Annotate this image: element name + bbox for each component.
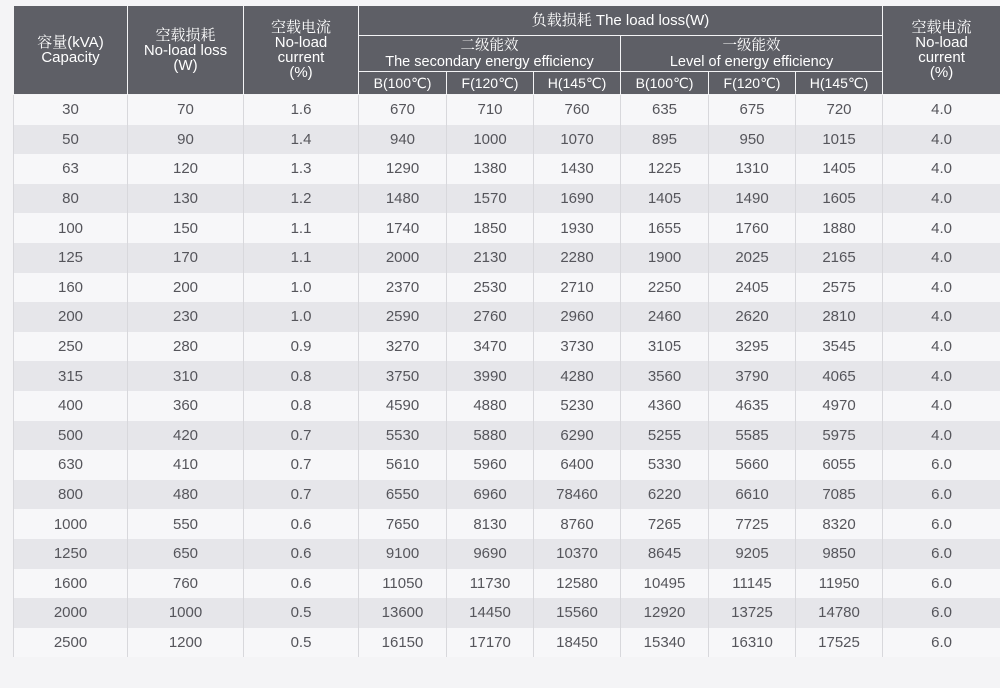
table-cell: 420 bbox=[128, 421, 244, 451]
table-cell: 1.0 bbox=[244, 273, 359, 303]
table-cell: 1655 bbox=[621, 213, 709, 243]
table-cell: 1.6 bbox=[244, 95, 359, 125]
table-cell: 7085 bbox=[796, 480, 883, 510]
table-cell: 1310 bbox=[709, 154, 796, 184]
table-cell: 6.0 bbox=[883, 569, 1000, 599]
no-load-loss-header bbox=[128, 6, 244, 95]
table-cell: 0.7 bbox=[244, 421, 359, 451]
table-cell: 4635 bbox=[709, 391, 796, 421]
table-cell: 4.0 bbox=[883, 273, 1000, 303]
table-cell: 1070 bbox=[534, 125, 621, 155]
table-cell: 1000 bbox=[14, 509, 128, 539]
table-cell: 1740 bbox=[359, 213, 447, 243]
table-cell: 1.1 bbox=[244, 243, 359, 273]
table-row bbox=[14, 125, 1000, 155]
table-cell: 1.3 bbox=[244, 154, 359, 184]
table-cell: 5610 bbox=[359, 450, 447, 480]
table-cell: 10370 bbox=[534, 539, 621, 569]
table-cell: 5660 bbox=[709, 450, 796, 480]
table-cell: 6960 bbox=[447, 480, 534, 510]
table-cell: 13725 bbox=[709, 598, 796, 628]
table-row bbox=[14, 480, 1000, 510]
table-cell: 1760 bbox=[709, 213, 796, 243]
temp-header: F(120℃) bbox=[447, 72, 534, 95]
table-cell: 800 bbox=[14, 480, 128, 510]
table-cell: 2620 bbox=[709, 302, 796, 332]
table-cell: 100 bbox=[14, 213, 128, 243]
table-cell: 635 bbox=[621, 95, 709, 125]
table-cell: 4.0 bbox=[883, 421, 1000, 451]
table-cell: 4360 bbox=[621, 391, 709, 421]
table-cell: 5975 bbox=[796, 421, 883, 451]
table-cell: 14450 bbox=[447, 598, 534, 628]
table-cell: 4.0 bbox=[883, 361, 1000, 391]
table-body bbox=[14, 95, 1000, 658]
no-load-current-header-zh: 空载电流 bbox=[270, 19, 331, 36]
table-cell: 2460 bbox=[621, 302, 709, 332]
table-cell: 2025 bbox=[709, 243, 796, 273]
table-cell: 10495 bbox=[621, 569, 709, 599]
table-cell: 6290 bbox=[534, 421, 621, 451]
table-cell: 0.5 bbox=[244, 628, 359, 658]
table-cell: 3990 bbox=[447, 361, 534, 391]
capacity-header bbox=[14, 6, 128, 95]
table-cell: 7725 bbox=[709, 509, 796, 539]
table-cell: 50 bbox=[14, 125, 128, 155]
table-cell: 1490 bbox=[709, 184, 796, 214]
table-cell: 1.4 bbox=[244, 125, 359, 155]
table-cell: 6610 bbox=[709, 480, 796, 510]
table-cell: 3750 bbox=[359, 361, 447, 391]
table-cell: 1.0 bbox=[244, 302, 359, 332]
table-cell: 2000 bbox=[359, 243, 447, 273]
no-load-current-header bbox=[244, 6, 359, 95]
table-cell: 360 bbox=[128, 391, 244, 421]
table-cell: 2500 bbox=[14, 628, 128, 658]
table-cell: 5230 bbox=[534, 391, 621, 421]
table-row bbox=[14, 450, 1000, 480]
no-load-current-header-en1: No-load bbox=[274, 34, 328, 51]
table-cell: 4880 bbox=[447, 391, 534, 421]
table-cell: 1000 bbox=[128, 598, 244, 628]
table-cell: 2590 bbox=[359, 302, 447, 332]
table-cell: 6055 bbox=[796, 450, 883, 480]
table-row bbox=[14, 509, 1000, 539]
table-cell: 0.6 bbox=[244, 539, 359, 569]
transformer-loss-table bbox=[13, 5, 1000, 657]
no-load-current-header-en2: current bbox=[277, 49, 325, 66]
load-loss-header: 负载损耗 The load loss(W) bbox=[359, 6, 883, 36]
table-cell: 30 bbox=[14, 95, 128, 125]
table-cell: 0.7 bbox=[244, 450, 359, 480]
table-cell: 12920 bbox=[621, 598, 709, 628]
table-cell: 1600 bbox=[14, 569, 128, 599]
table-row bbox=[14, 421, 1000, 451]
table-row bbox=[14, 95, 1000, 125]
table-cell: 150 bbox=[128, 213, 244, 243]
table-cell: 1570 bbox=[447, 184, 534, 214]
table-cell: 1290 bbox=[359, 154, 447, 184]
table-cell: 200 bbox=[14, 302, 128, 332]
table-cell: 6.0 bbox=[883, 539, 1000, 569]
table-row bbox=[14, 391, 1000, 421]
primary-efficiency-en: Level of energy efficiency bbox=[669, 53, 834, 70]
table-cell: 1605 bbox=[796, 184, 883, 214]
table-cell: 720 bbox=[796, 95, 883, 125]
table-cell: 2370 bbox=[359, 273, 447, 303]
primary-efficiency-zh: 一级能效 bbox=[722, 37, 781, 54]
table-cell: 650 bbox=[128, 539, 244, 569]
table-cell: 0.5 bbox=[244, 598, 359, 628]
table-cell: 2710 bbox=[534, 273, 621, 303]
table-cell: 1850 bbox=[447, 213, 534, 243]
table-cell: 6.0 bbox=[883, 480, 1000, 510]
table-row bbox=[14, 628, 1000, 658]
table-cell: 1430 bbox=[534, 154, 621, 184]
table-cell: 6220 bbox=[621, 480, 709, 510]
table-cell: 5880 bbox=[447, 421, 534, 451]
table-cell: 2165 bbox=[796, 243, 883, 273]
table-cell: 4.0 bbox=[883, 184, 1000, 214]
table-cell: 1405 bbox=[621, 184, 709, 214]
primary-efficiency-header bbox=[621, 36, 883, 72]
table-cell: 1880 bbox=[796, 213, 883, 243]
table-cell: 16150 bbox=[359, 628, 447, 658]
table-cell: 6550 bbox=[359, 480, 447, 510]
table-row bbox=[14, 332, 1000, 362]
table-cell: 17170 bbox=[447, 628, 534, 658]
table-row bbox=[14, 302, 1000, 332]
table-cell: 4.0 bbox=[883, 243, 1000, 273]
table-row bbox=[14, 213, 1000, 243]
table-cell: 500 bbox=[14, 421, 128, 451]
table-cell: 1900 bbox=[621, 243, 709, 273]
table-cell: 550 bbox=[128, 509, 244, 539]
temp-header: F(120℃) bbox=[709, 72, 796, 95]
table-row bbox=[14, 243, 1000, 273]
table-cell: 710 bbox=[447, 95, 534, 125]
table-cell: 15340 bbox=[621, 628, 709, 658]
table-cell: 15560 bbox=[534, 598, 621, 628]
table-cell: 6.0 bbox=[883, 509, 1000, 539]
table-cell: 6.0 bbox=[883, 628, 1000, 658]
table-cell: 1225 bbox=[621, 154, 709, 184]
table-cell: 1.1 bbox=[244, 213, 359, 243]
table-cell: 675 bbox=[709, 95, 796, 125]
table-cell: 1930 bbox=[534, 213, 621, 243]
table-cell: 78460 bbox=[534, 480, 621, 510]
no-load-current-right-unit: (%) bbox=[929, 64, 954, 81]
table-cell: 0.8 bbox=[244, 391, 359, 421]
table-cell: 2575 bbox=[796, 273, 883, 303]
table-cell: 3270 bbox=[359, 332, 447, 362]
table-cell: 11730 bbox=[447, 569, 534, 599]
table-cell: 630 bbox=[14, 450, 128, 480]
table-cell: 1000 bbox=[447, 125, 534, 155]
table-cell: 14780 bbox=[796, 598, 883, 628]
table-cell: 5960 bbox=[447, 450, 534, 480]
table-cell: 4.0 bbox=[883, 95, 1000, 125]
table-cell: 6.0 bbox=[883, 450, 1000, 480]
table-cell: 1250 bbox=[14, 539, 128, 569]
no-load-loss-header-zh: 空载损耗 bbox=[155, 26, 216, 44]
temp-header: H(145℃) bbox=[534, 72, 621, 95]
table-cell: 4.0 bbox=[883, 391, 1000, 421]
no-load-loss-header-en: No-load loss bbox=[143, 41, 228, 59]
temp-header: H(145℃) bbox=[796, 72, 883, 95]
table-cell: 1480 bbox=[359, 184, 447, 214]
table-cell: 170 bbox=[128, 243, 244, 273]
table-cell: 480 bbox=[128, 480, 244, 510]
table-cell: 11950 bbox=[796, 569, 883, 599]
temp-header: B(100℃) bbox=[621, 72, 709, 95]
table-cell: 0.6 bbox=[244, 569, 359, 599]
table-cell: 0.8 bbox=[244, 361, 359, 391]
table-cell: 670 bbox=[359, 95, 447, 125]
secondary-efficiency-header bbox=[359, 36, 621, 72]
table-cell: 200 bbox=[128, 273, 244, 303]
table-cell: 2960 bbox=[534, 302, 621, 332]
table-cell: 3545 bbox=[796, 332, 883, 362]
table-cell: 130 bbox=[128, 184, 244, 214]
table-cell: 8645 bbox=[621, 539, 709, 569]
table-row bbox=[14, 154, 1000, 184]
table-cell: 5585 bbox=[709, 421, 796, 451]
no-load-current-header-right bbox=[883, 6, 1000, 95]
table-cell: 11145 bbox=[709, 569, 796, 599]
table-cell: 2000 bbox=[14, 598, 128, 628]
table-cell: 18450 bbox=[534, 628, 621, 658]
no-load-loss-header-unit: (W) bbox=[173, 56, 198, 74]
table-row bbox=[14, 184, 1000, 214]
table-cell: 5330 bbox=[621, 450, 709, 480]
table-cell: 0.9 bbox=[244, 332, 359, 362]
table-cell: 7650 bbox=[359, 509, 447, 539]
table-cell: 120 bbox=[128, 154, 244, 184]
table-cell: 125 bbox=[14, 243, 128, 273]
table-cell: 1380 bbox=[447, 154, 534, 184]
table-cell: 1405 bbox=[796, 154, 883, 184]
table-cell: 310 bbox=[128, 361, 244, 391]
table-cell: 9690 bbox=[447, 539, 534, 569]
table-row bbox=[14, 569, 1000, 599]
table-cell: 4.0 bbox=[883, 125, 1000, 155]
table-cell: 17525 bbox=[796, 628, 883, 658]
table-cell: 4.0 bbox=[883, 332, 1000, 362]
table-cell: 2810 bbox=[796, 302, 883, 332]
table-cell: 3790 bbox=[709, 361, 796, 391]
table-cell: 400 bbox=[14, 391, 128, 421]
table-cell: 6400 bbox=[534, 450, 621, 480]
table-row bbox=[14, 361, 1000, 391]
table-cell: 0.6 bbox=[244, 509, 359, 539]
table-cell: 1690 bbox=[534, 184, 621, 214]
table-cell: 2280 bbox=[534, 243, 621, 273]
no-load-current-right-zh: 空载电流 bbox=[911, 19, 972, 36]
table-cell: 11050 bbox=[359, 569, 447, 599]
table-header bbox=[14, 6, 1000, 95]
table-cell: 4.0 bbox=[883, 213, 1000, 243]
table-cell: 760 bbox=[128, 569, 244, 599]
table-cell: 13600 bbox=[359, 598, 447, 628]
table-cell: 2250 bbox=[621, 273, 709, 303]
no-load-current-right-en2: current bbox=[918, 49, 965, 66]
table-cell: 315 bbox=[14, 361, 128, 391]
table-cell: 2130 bbox=[447, 243, 534, 273]
table-row bbox=[14, 273, 1000, 303]
table-cell: 280 bbox=[128, 332, 244, 362]
table-cell: 90 bbox=[128, 125, 244, 155]
table-cell: 4280 bbox=[534, 361, 621, 391]
table-cell: 0.7 bbox=[244, 480, 359, 510]
table-cell: 3730 bbox=[534, 332, 621, 362]
table-cell: 4.0 bbox=[883, 302, 1000, 332]
table-cell: 5530 bbox=[359, 421, 447, 451]
table-cell: 4.0 bbox=[883, 154, 1000, 184]
table-row bbox=[14, 598, 1000, 628]
no-load-current-header-unit: (%) bbox=[289, 64, 313, 81]
secondary-efficiency-zh: 二级能效 bbox=[460, 37, 519, 54]
table-cell: 1.2 bbox=[244, 184, 359, 214]
table-cell: 4590 bbox=[359, 391, 447, 421]
table-cell: 230 bbox=[128, 302, 244, 332]
table-cell: 8760 bbox=[534, 509, 621, 539]
table-cell: 895 bbox=[621, 125, 709, 155]
table-cell: 6.0 bbox=[883, 598, 1000, 628]
table-cell: 63 bbox=[14, 154, 128, 184]
capacity-header-en: Capacity bbox=[41, 49, 100, 66]
table-cell: 2530 bbox=[447, 273, 534, 303]
table-cell: 160 bbox=[14, 273, 128, 303]
table-cell: 940 bbox=[359, 125, 447, 155]
table-cell: 12580 bbox=[534, 569, 621, 599]
table-cell: 4065 bbox=[796, 361, 883, 391]
capacity-header-zh: 容量(kVA) bbox=[37, 34, 104, 51]
table-cell: 410 bbox=[128, 450, 244, 480]
table-cell: 3560 bbox=[621, 361, 709, 391]
table-cell: 1200 bbox=[128, 628, 244, 658]
table-cell: 1015 bbox=[796, 125, 883, 155]
table-cell: 2405 bbox=[709, 273, 796, 303]
table-cell: 9850 bbox=[796, 539, 883, 569]
table-cell: 3105 bbox=[621, 332, 709, 362]
no-load-current-right-en1: No-load bbox=[915, 34, 968, 51]
table-cell: 7265 bbox=[621, 509, 709, 539]
table-cell: 16310 bbox=[709, 628, 796, 658]
table-cell: 250 bbox=[14, 332, 128, 362]
table-cell: 2760 bbox=[447, 302, 534, 332]
table-cell: 80 bbox=[14, 184, 128, 214]
table-cell: 70 bbox=[128, 95, 244, 125]
table-row bbox=[14, 539, 1000, 569]
table-cell: 5255 bbox=[621, 421, 709, 451]
secondary-efficiency-en: The secondary energy efficiency bbox=[385, 53, 594, 70]
temp-header: B(100℃) bbox=[359, 72, 447, 95]
table-cell: 760 bbox=[534, 95, 621, 125]
table-cell: 4970 bbox=[796, 391, 883, 421]
table-cell: 9205 bbox=[709, 539, 796, 569]
table-cell: 9100 bbox=[359, 539, 447, 569]
table-cell: 950 bbox=[709, 125, 796, 155]
table-cell: 8320 bbox=[796, 509, 883, 539]
table-cell: 3470 bbox=[447, 332, 534, 362]
table-cell: 3295 bbox=[709, 332, 796, 362]
table-cell: 8130 bbox=[447, 509, 534, 539]
